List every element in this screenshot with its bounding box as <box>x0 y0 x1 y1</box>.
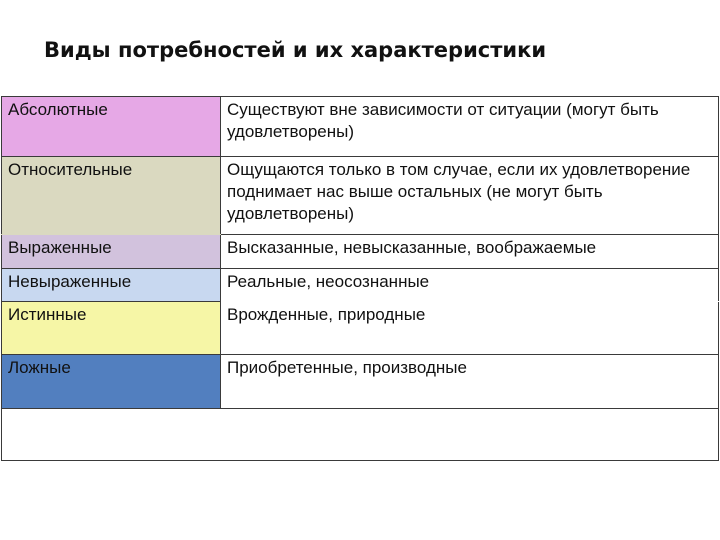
needs-table <box>1 96 719 461</box>
need-description-cell: Высказанные, невысказанные, воображаемые <box>221 235 719 269</box>
need-type-cell: Истинные <box>2 302 221 355</box>
need-type-cell: Выраженные <box>2 235 221 269</box>
table-row <box>2 355 719 409</box>
need-type-cell: Относительные <box>2 157 221 235</box>
need-description-cell: Врожденные, природные <box>221 302 719 355</box>
need-type-cell: Ложные <box>2 355 221 409</box>
table-row <box>2 157 719 235</box>
table-row <box>2 302 719 355</box>
table-row-empty <box>2 409 719 461</box>
table-row <box>2 269 719 302</box>
need-description-cell: Приобретенные, производные <box>221 355 719 409</box>
need-description-cell: Ощущаются только в том случае, если их удовлетворение поднимает нас выше остальных (не могут быть удовлетворены) <box>221 157 719 235</box>
need-description-cell: Существуют вне зависимости от ситуации (могут быть удовлетворены) <box>221 97 719 157</box>
need-description-cell: Реальные, неосознанные <box>221 269 719 302</box>
need-type-cell: Невыраженные <box>2 269 221 302</box>
empty-cell <box>2 409 719 461</box>
need-type-cell: Абсолютные <box>2 97 221 157</box>
table-row <box>2 97 719 157</box>
table-row <box>2 235 719 269</box>
page-title: Виды потребностей и их характеристики <box>44 38 547 62</box>
